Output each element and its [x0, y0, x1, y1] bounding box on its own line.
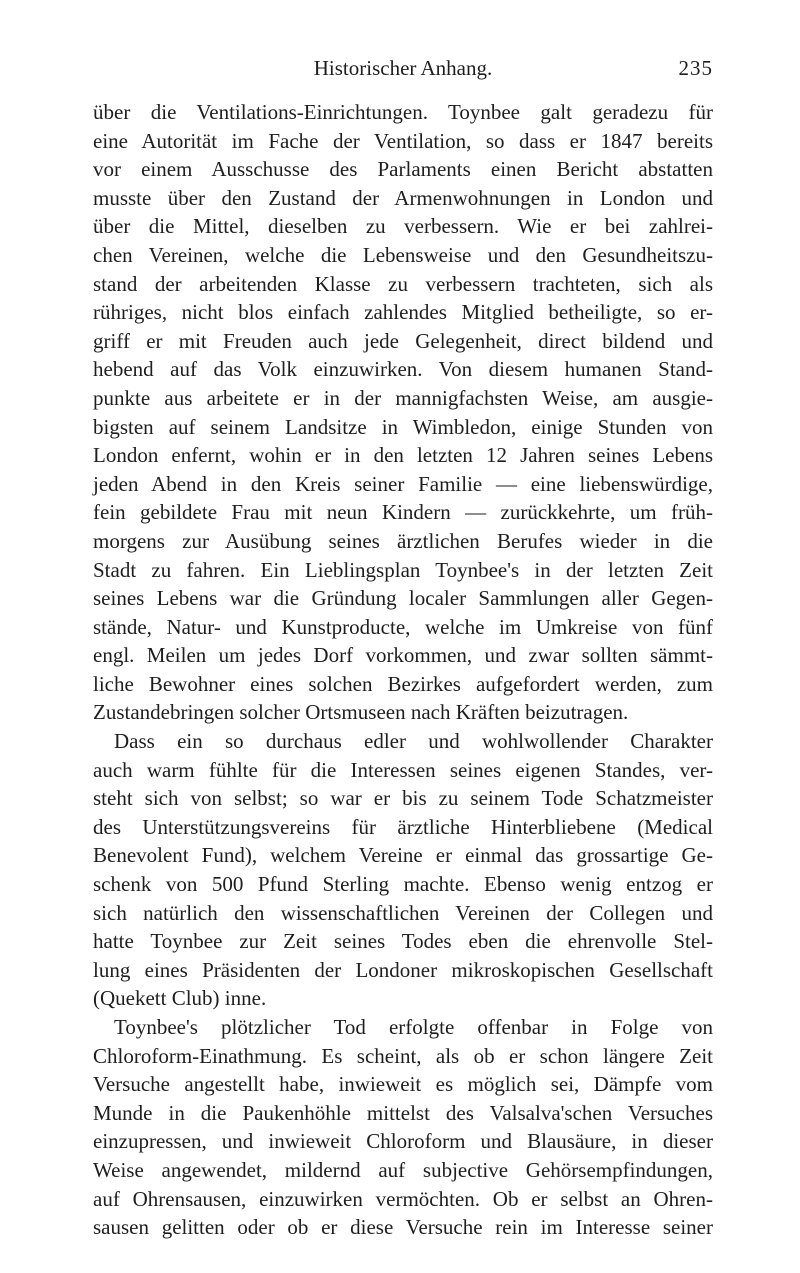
page-header	[93, 56, 713, 86]
text-line: auf Ohrensausen, einzuwirken vermöchten. Ob er selbst an Ohren-	[93, 1186, 713, 1211]
text-line: Chloroform-Einathmung. Es scheint, als ob er schon längere Zeit	[93, 1043, 713, 1068]
text-line: eine Autorität im Fache der Ventilation, so dass er 1847 bereits	[93, 128, 713, 153]
text-line: Benevolent Fund), welchem Vereine er einmal das grossartige Ge-	[93, 843, 713, 868]
text-line: fein gebildete Frau mit neun Kindern — zurückkehrte, um früh-	[93, 500, 713, 525]
text-line: Versuche angestellt habe, inwieweit es möglich sei, Dämpfe vom	[93, 1072, 713, 1097]
text-line: punkte aus arbeitete er in der mannigfachsten Weise, am ausgie-	[93, 385, 713, 410]
text-line: liche Bewohner eines solchen Bezirkes aufgefordert werden, zum	[93, 671, 713, 696]
text-line: engl. Meilen um jedes Dorf vorkommen, und zwar sollten sämmt-	[93, 643, 713, 668]
text-line: chen Vereinen, welche die Lebensweise und den Gesundheitszu-	[93, 242, 713, 267]
running-head: Historischer Anhang.	[313, 56, 493, 80]
text-line: lung eines Präsidenten der Londoner mikroskopischen Gesellschaft	[93, 957, 713, 982]
text-line: bigsten auf seinem Landsitze in Wimbledon, einige Stunden von	[93, 414, 713, 439]
text-line: Toynbee's plötzlicher Tod erfolgte offenbar in Folge von	[114, 1015, 713, 1039]
text-line: Dass ein so durchaus edler und wohlwollender Charakter	[114, 729, 713, 754]
text-line: des Unterstützungsvereins für ärztliche Hinterbliebene (Medical	[93, 814, 713, 839]
text-line: einzupressen, und inwieweit Chloroform und Blausäure, in dieser	[93, 1129, 713, 1154]
text-line: hatte Toynbee zur Zeit seines Todes eben die ehrenvolle Stel-	[93, 929, 713, 954]
text-line: hebend auf das Volk einzuwirken. Von diesem humanen Stand-	[93, 357, 713, 382]
text-line: griff er mit Freuden auch jede Gelegenheit, direct bildend und	[93, 328, 713, 353]
text-line: vor einem Ausschusse des Parlaments einen Bericht abstatten	[93, 157, 713, 182]
text-line: London enfernt, wohin er in den letzten 12 Jahren seines Lebens	[93, 443, 713, 468]
text-line: morgens zur Ausübung seines ärztlichen Berufes wieder in die	[93, 528, 713, 553]
text-line: Weise angewendet, mildernd auf subjective Gehörsempfindungen,	[93, 1157, 713, 1182]
text-line: (Quekett Club) inne.	[93, 986, 267, 1011]
text-line: sausen gelitten oder ob er diese Versuche rein im Interesse seiner	[93, 1215, 713, 1240]
text-line: Zustandebringen solcher Ortsmuseen nach Kräften beizutragen.	[93, 700, 629, 725]
text-line: musste über den Zustand der Armenwohnungen in London und	[93, 185, 713, 210]
text-line: seines Lebens war die Gründung localer Sammlungen aller Gegen-	[93, 586, 713, 611]
text-line: jeden Abend in den Kreis seiner Familie — eine liebenswürdige,	[93, 471, 713, 496]
text-line: auch warm fühlte für die Interessen seines eigenen Standes, ver-	[93, 757, 713, 782]
text-line: rühriges, nicht blos einfach zahlendes Mitglied betheiligte, so er-	[93, 300, 713, 325]
body-text	[93, 98, 713, 1242]
page-number: 235	[678, 56, 713, 80]
text-line: sich natürlich den wissenschaftlichen Vereinen der Collegen und	[93, 900, 713, 925]
text-line: schenk von 500 Pfund Sterling machte. Ebenso wenig entzog er	[93, 872, 713, 897]
text-line: über die Ventilations-Einrichtungen. Toynbee galt geradezu für	[93, 100, 713, 124]
text-line: über die Mittel, dieselben zu verbessern. Wie er bei zahlrei-	[93, 214, 713, 239]
text-line: steht sich von selbst; so war er bis zu seinem Tode Schatzmeister	[93, 786, 713, 811]
text-line: Munde in die Paukenhöhle mittelst des Valsalva'schen Versuches	[93, 1100, 713, 1125]
text-line: Stadt zu fahren. Ein Lieblingsplan Toynbee's in der letzten Zeit	[93, 557, 713, 582]
text-line: stand der arbeitenden Klasse zu verbessern trachteten, sich als	[93, 271, 713, 296]
text-line: stände, Natur- und Kunstproducte, welche im Umkreise von fünf	[93, 614, 713, 639]
